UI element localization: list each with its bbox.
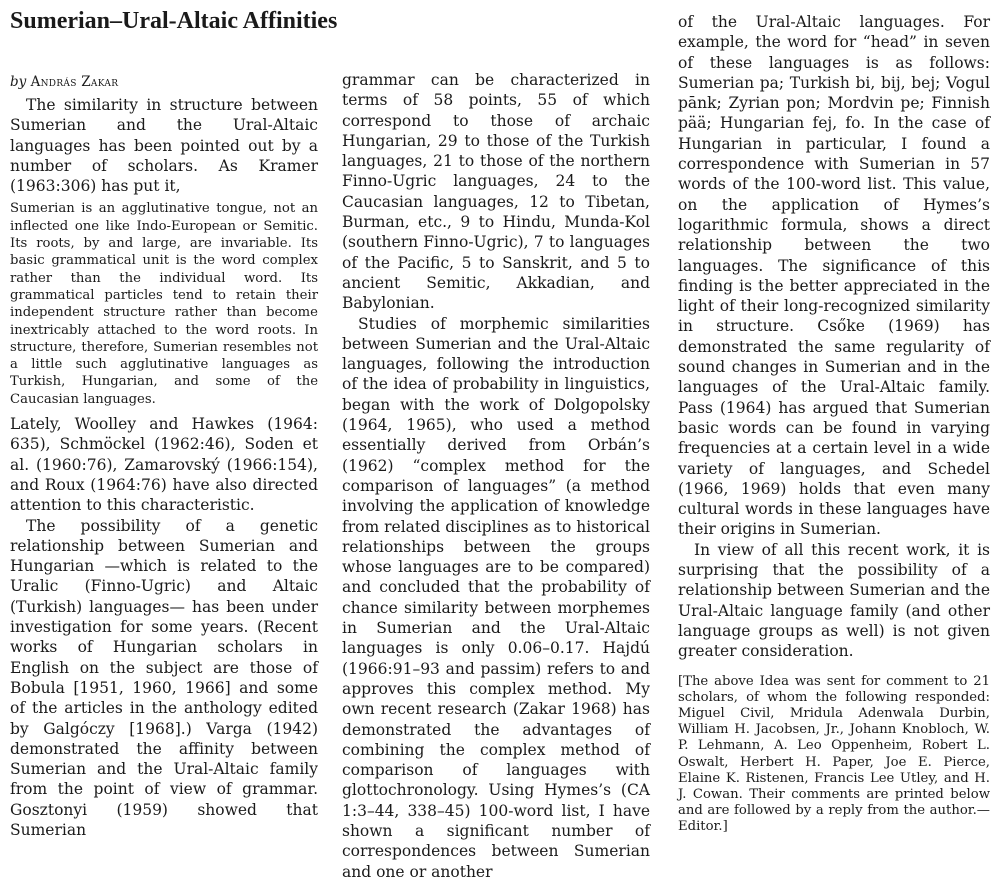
byline-prefix: by (10, 74, 27, 90)
paragraph-genetic: The possibility of a genetic relationship between Sumerian and Hungarian —which is related to the Uralic (Finno-Ugric) and Altaic (Turkish) languages— has been under investigation for some years. (Recent works of Hungarian scholars in English on the subject are those of Bobula [1951, 1960, 1966] and some of the articles in the anthology edited by Galgóczy [1968].) Varga (1942) demonstrated the affinity between Sumerian and the Ural-Altaic family from the point of view of grammar. Gosztonyi (1959) showed that Sumerian (10, 516, 318, 839)
column-1 (10, 95, 318, 840)
paragraph-grammar: grammar can be characterized in terms of 58 points, 55 of which correspond to those of archaic Hungarian, 29 to those of the Turkish languages, 21 to those of the northern Finno-Ugric languages, 24 to the Caucasian languages, 12 to Tibetan, Burman, etc., 9 to Hindu, Munda-Kol (southern Finno-Ugric), 7 to languages of the Pacific, 5 to Sanskrit, and 5 to ancient Semitic, Akkadian, and Babylonian. (342, 71, 650, 313)
article-title: Sumerian–Ural-Altaic Affinities (10, 8, 338, 34)
paragraph-head: of the Ural-Altaic languages. For example, the word for “head” in seven of these languages is as follows: Sumerian pa; Turkish bi, bij, bej; Vogul pānk; Zyrian pon; Mordvin pe; Finnish pää; Hungarian fej, fo. In the case of Hungarian in particular, I found a correspondence with Sumerian in 57 words of the 100-word list. This value, on the application of Hymes’s logarithmic formula, shows a direct relationship between the two languages. The significance of this finding is the better appreciated in the light of their long-recognized similarity in structure. Csőke (1969) has demonstrated the same regularity of sound changes in Sumerian and in the languages of the Ural-Altaic family. Pass (1964) has argued that Sumerian basic words can be found in varying frequencies at a certain level in a wide variety of languages, and Schedel (1966, 1969) holds that even many cultural words in these languages have their origins in Sumerian. (678, 13, 990, 539)
editor-note: [The above Idea was sent for comment to 21 scholars, of whom the following responded: Miguel Civil, Mridula Adenwala Durbin, William H. Jacobsen, Jr., Johann Knobloch, W. P. Lehmann, A. Leo Oppenheim, Robert L. Oswalt, Herbert H. Paper, Joe E. Pierce, Elaine K. Ristenen, Francis Lee Utley, and H. J. Cowan. Their comments are printed below and are followed by a reply from the author.—Editor.] (678, 673, 990, 835)
paragraph-morphemic: Studies of morphemic similarities between Sumerian and the Ural-Altaic languages, following the introduction of the idea of probability in linguistics, began with the work of Dolgopolsky (1964, 1965), who used a method essentially derived from Orbán’s (1962) “complex method for the comparison of languages” (a method involving the application of knowledge from related disciplines as to historical relationships between the groups whose languages are to be compared) and concluded that the probability of chance similarity between morphemes in Sumerian and the Ural-Altaic languages is only 0.06–0.17. Hajdú (1966:91–93 and passim) refers to and approves this complex method. My own recent research (Zakar 1968) has demonstrated the advantages of combining the complex method of comparison of languages with glottochronology. Using Hymes’s (CA 1:3–44, 338–45) 100-word list, I have shown a significant number of correspondences between Sumerian and one or another (342, 314, 650, 881)
author-name: András Zakar (30, 74, 119, 90)
paragraph-intro: The similarity in structure between Sumerian and the Ural-Altaic languages has been pointed out by a number of scholars. As Kramer (1963:306) has put it, (10, 96, 318, 196)
column-2 (342, 70, 650, 882)
column-3 (678, 12, 990, 836)
byline (10, 74, 118, 90)
block-quote: Sumerian is an agglutinative tongue, not an inflected one like Indo-European or Semitic. Its roots, by and large, are invariable. Its basic grammatical unit is the word complex rather than the individual word. Its grammatical particles tend to retain their independent structure rather than become inextricably attached to the word roots. In structure, therefore, Sumerian resembles not a little such agglutinative languages as Turkish, Hungarian, and some of the Caucasian languages. (10, 201, 318, 407)
paragraph-conclusion: In view of all this recent work, it is surprising that the possibility of a relationship between Sumerian and the Ural-Altaic language family (and other language groups as well) is not given greater consideration. (678, 540, 990, 661)
paragraph-lately: Lately, Woolley and Hawkes (1964: 635), Schmöckel (1962:46), Soden et al. (1960:76), Zamarovský (1966:154), and Roux (1964:76) have also directed attention to this characteristic. (10, 415, 318, 515)
